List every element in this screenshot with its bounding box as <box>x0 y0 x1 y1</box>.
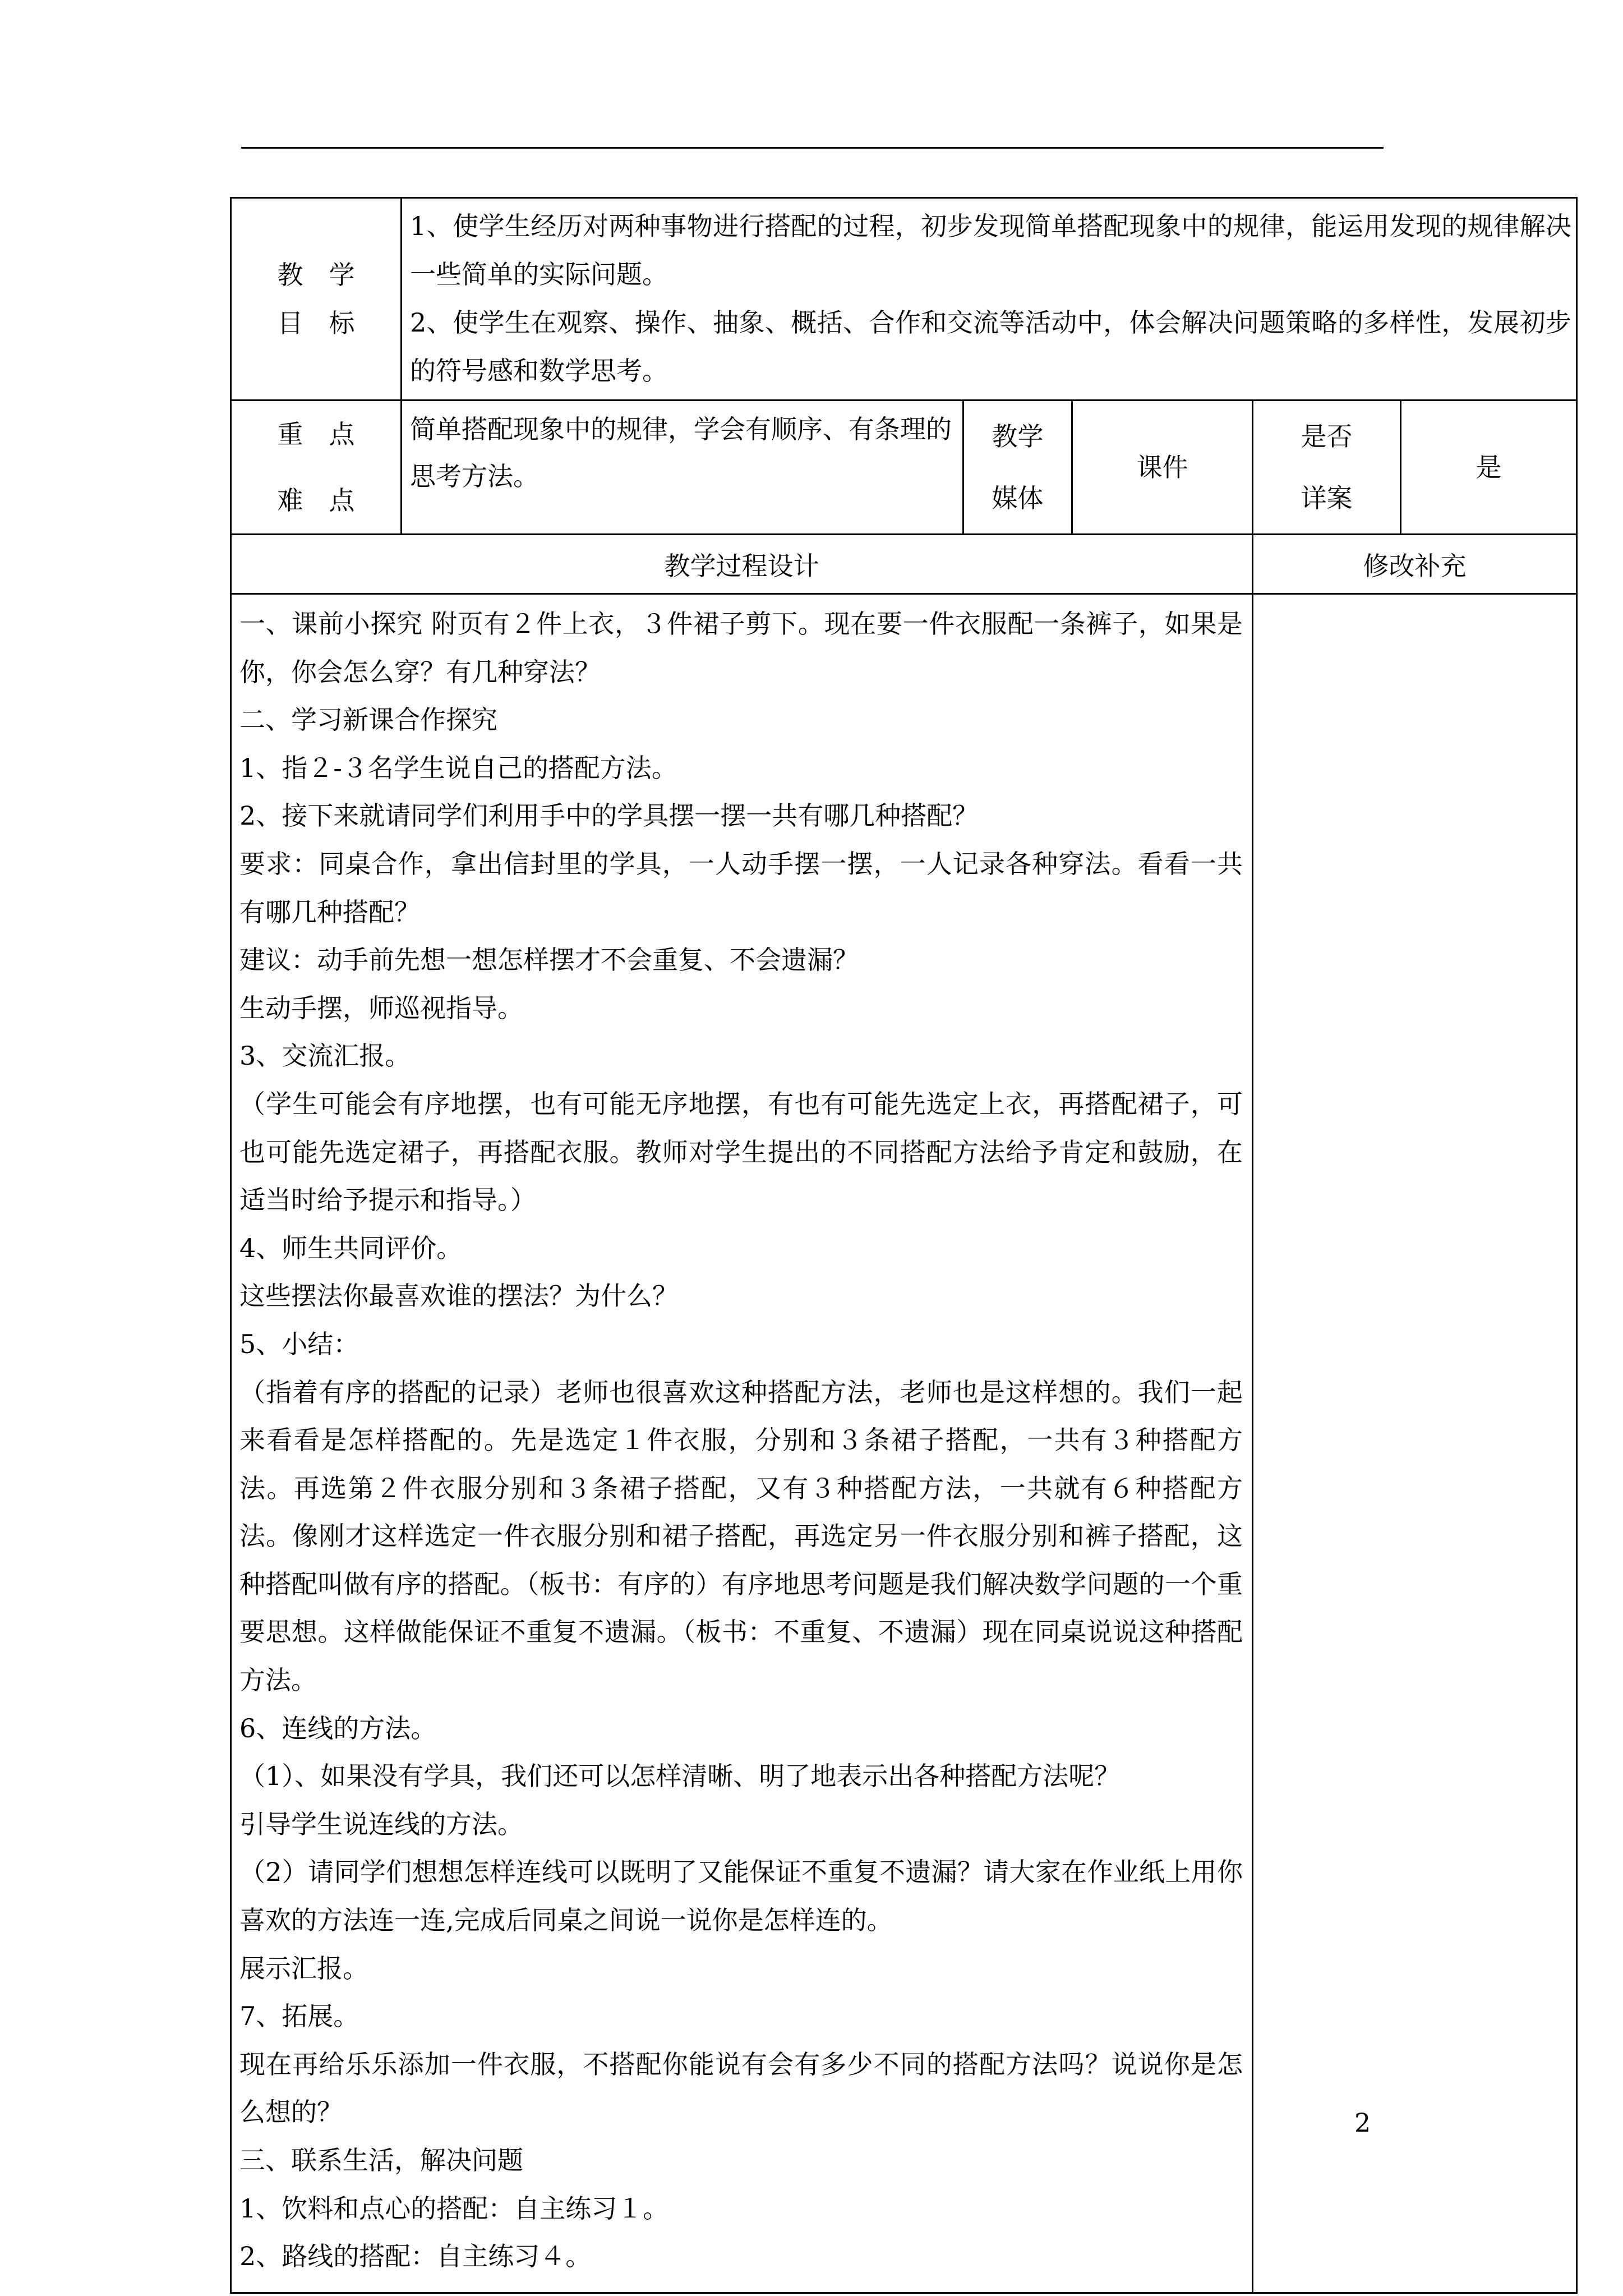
media-label-line-1: 教学 <box>992 421 1044 452</box>
process-line: 2、接下来就请同学们利用手中的学具摆一摆一共有哪几种搭配？ <box>239 800 979 831</box>
lesson-plan-table <box>230 197 1578 2294</box>
revision-content-cell <box>1253 594 1577 2293</box>
key-points-label-line-1: 重 点 <box>277 419 355 449</box>
revision-header: 修改补充 <box>1363 550 1467 581</box>
goal-item-2: 2、使学生在观察、操作、抽象、概括、合作和交流等活动中，体会解决问题策略的多样性，发展初步的符号感和数学思考。 <box>410 307 1571 386</box>
process-line: 1、指２-３名学生说自己的搭配方法。 <box>239 752 677 783</box>
detail-value: 是 <box>1476 452 1502 482</box>
key-points-row <box>231 401 1577 535</box>
process-line: 三、联系生活，解决问题 <box>239 2145 523 2175</box>
process-line: 6、连线的方法。 <box>239 1713 437 1743</box>
key-points-label-cell <box>231 401 402 535</box>
process-line: 要求：同桌合作，拿出信封里的学具，一人动手摆一摆，一人记录各种穿法。看看一共有哪几种搭配？ <box>239 848 1243 927</box>
process-line: （学生可能会有序地摆，也有可能无序地摆，有也有可能先选定上衣，再搭配裙子，可也可能先选定裙子，再搭配衣服。教师对学生提出的不同搭配方法给予肯定和鼓励，在适当时给予提示和指导。） <box>239 1088 1243 1216</box>
detail-label-line-1: 是否 <box>1301 421 1353 452</box>
goals-label-line-2: 目 标 <box>277 308 355 338</box>
media-value-cell <box>1072 401 1253 535</box>
process-line: 一、课前小探究 附页有２件上衣，３件裙子剪下。现在要一件衣服配一条裤子，如果是你，你会怎么穿？有几种穿法？ <box>239 609 1243 687</box>
process-lines <box>239 600 1243 2281</box>
media-value: 课件 <box>1136 452 1188 482</box>
process-line: 生动手摆，师巡视指导。 <box>239 992 523 1023</box>
process-line: （指着有序的搭配的记录）老师也很喜欢这种搭配方法，老师也是这样想的。我们一起来看看是怎样搭配的。先是选定１件衣服，分别和３条裙子搭配，一共有３种搭配方法。再选第２件衣服分别和３条裙子搭配，又有３种搭配方法，一共就有６种搭配方法。像刚才这样选定一件衣服分别和裙子搭配，再选定另一件衣服分别和裤子搭配，这种搭配叫做有序的搭配。（板书：有序的）有序地思考问题是我们解决数学问题的一个重要思想。这样做能保证不重复不遗漏。（板书：不重复、不遗漏）现在同桌说说这种搭配方法。 <box>239 1377 1243 1696</box>
key-points-content-cell <box>402 401 963 535</box>
process-line: 4、师生共同评价。 <box>239 1232 463 1263</box>
header-rule <box>241 147 1384 149</box>
process-line: 二、学习新课合作探究 <box>239 705 497 735</box>
revision-header-cell <box>1253 535 1577 594</box>
detail-label-cell <box>1253 401 1401 535</box>
process-design-header-cell <box>231 535 1253 594</box>
process-header-row <box>231 535 1577 594</box>
process-content-cell <box>231 594 1253 2293</box>
media-label-line-2: 媒体 <box>992 483 1044 513</box>
goal-item-1: 1、使学生经历对两种事物进行搭配的过程，初步发现简单搭配现象中的规律，能运用发现的规律解决一些简单的实际问题。 <box>410 211 1571 289</box>
process-design-header: 教学过程设计 <box>664 550 819 581</box>
process-line: 引导学生说连线的方法。 <box>239 1809 523 1839</box>
process-line: 5、小结： <box>239 1328 359 1359</box>
process-line: 2、路线的搭配：自主练习４。 <box>239 2241 592 2272</box>
process-line: 现在再给乐乐添加一件衣服，不搭配你能说有会有多少不同的搭配方法吗？说说你是怎么想的？ <box>239 2049 1243 2128</box>
media-label-cell <box>963 401 1072 535</box>
process-line: 建议：动手前先想一想怎样摆才不会重复、不会遗漏？ <box>239 945 859 976</box>
key-points-label-line-2: 难 点 <box>277 485 355 516</box>
process-line: （1）、如果没有学具，我们还可以怎样清晰、明了地表示出各种搭配方法呢？ <box>239 1761 1121 1792</box>
process-line: 3、交流汇报。 <box>239 1041 411 1071</box>
process-line: 展示汇报。 <box>239 1953 368 1984</box>
goals-label-line-1: 教 学 <box>277 260 355 290</box>
process-line: （2）请同学们想想怎样连线可以既明了又能保证不重复不遗漏？请大家在作业纸上用你喜欢的方法连一连,完成后同桌之间说一说你是怎样连的。 <box>239 1857 1243 1936</box>
page-number: 2 <box>1354 2108 1371 2138</box>
goals-row <box>231 198 1577 401</box>
process-body-row <box>231 594 1577 2293</box>
detail-label-line-2: 详案 <box>1301 483 1353 513</box>
process-line: 这些摆法你最喜欢谁的摆法？为什么？ <box>239 1281 678 1312</box>
key-points-text: 简单搭配现象中的规律，学会有顺序、有条理的思考方法。 <box>410 414 952 491</box>
process-line: 1、饮料和点心的搭配：自主练习１。 <box>239 2193 669 2224</box>
goals-content-cell <box>402 198 1577 401</box>
detail-value-cell <box>1401 401 1577 535</box>
goals-label-cell <box>231 198 402 401</box>
process-line: 7、拓展。 <box>239 2001 359 2032</box>
